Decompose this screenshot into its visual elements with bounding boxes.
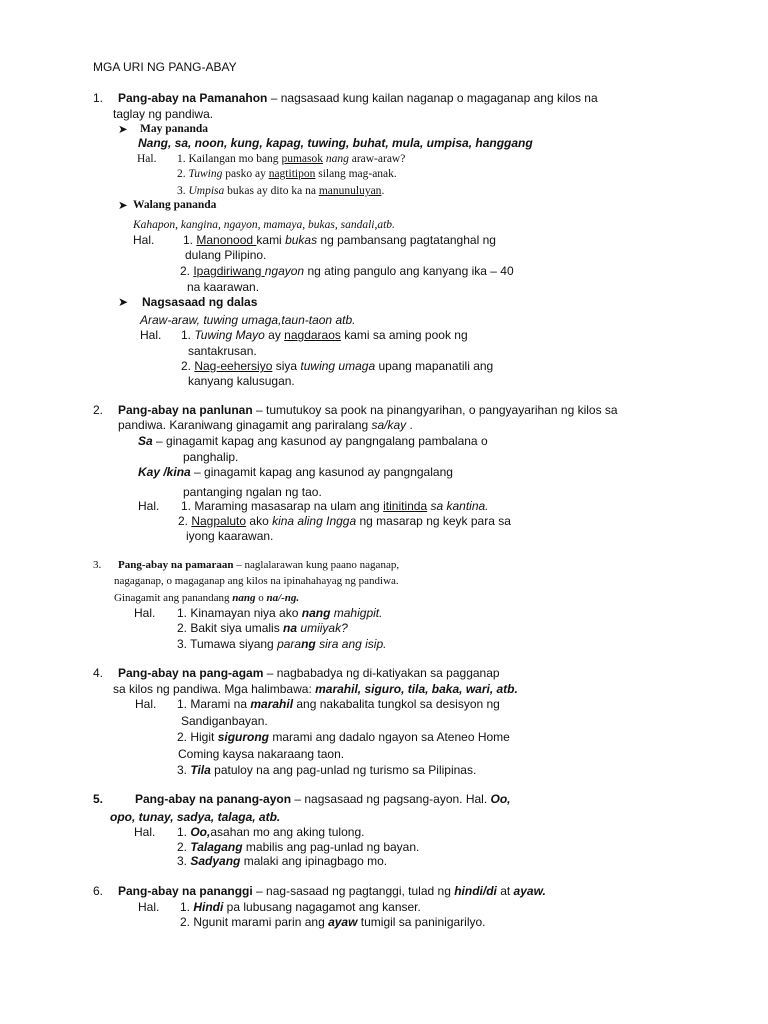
example-5-1: 1. Oo,asahan mo ang aking tulong. [177,825,365,839]
example-1-7: 2. Nag-eehersiyo siya tuwing umaga upang mapanatili ang [181,359,494,373]
example-4-3: 3. Tila patuloy na ang pag-unlad ng turismo sa Pilipinas. [177,763,477,777]
hal-label: Hal. [133,233,155,247]
example-4-1: 1. Marami na marahil ang nakabalita tungkol sa desisyon ng [177,697,500,711]
may-pananda-words: Nang, sa, noon, kung, kapag, tuwing, buhat, mula, umpisa, hanggang [138,136,533,150]
section-4-heading: Pang-abay na pang-agam [118,666,264,680]
nagsasaad-dalas-label: Nagsasaad ng dalas [142,295,258,309]
section-1-number: 1. [93,91,104,105]
example-6-1: 1. Hindi pa lubusang nagagamot ang kanser. [180,900,421,914]
example-5-3: 3. Sadyang malaki ang ipinagbago mo. [177,854,388,868]
example-4-2: 2. Higit sigurong marami ang dadalo ngayon sa Ateneo Home [177,730,510,744]
section-1-heading: Pang-abay na Pamanahon [118,91,268,105]
section-5-heading-line: Pang-abay na panang-ayon – nagsasaad ng pagsang-ayon. Hal. Oo, [135,792,511,806]
section-1-desc: – nagsasaad kung kailan naganap o magaganap ang kilos na [267,91,598,105]
hal-label: Hal. [137,153,157,165]
example-1-5-cont: na kaarawan. [187,280,260,294]
section-1-heading-line [118,91,598,105]
section-2-heading-line: Pang-abay na panlunan – tumutukoy sa pook na pinangyarihan, o pangyayarihan ng kilos sa [118,403,618,417]
sa-rule: Sa – ginagamit kapag ang kasunod ay pangngalang pambalana o [138,434,488,448]
section-5-number: 5. [93,792,104,806]
may-pananda-label: May pananda [140,123,209,135]
walang-pananda-label: Walang pananda [133,199,217,211]
section-6-heading: Pang-abay na pananggi [118,884,253,898]
section-5-heading: Pang-abay na panang-ayon [135,792,292,806]
bullet-arrow-icon: ➤ [118,295,129,309]
section-6-heading-line: Pang-abay na pananggi – nag-sasaad ng pagtanggi, tulad ng hindi/di at ayaw. [118,884,546,898]
example-3-1: 1. Kinamayan niya ako nang mahigpit. [177,606,383,620]
example-6-2: 2. Ngunit marami parin ang ayaw tumigil sa paninigarilyo. [180,915,486,929]
example-1-4: 1. Manonood kami bukas ng pambansang pagtatanghal ng [183,233,496,247]
section-2-number: 2. [93,403,104,417]
hal-label: Hal. [135,697,157,711]
section-3-number: 3. [93,559,102,571]
walang-pananda-words: Kahapon, kangina, ngayon, mamaya, bukas, sandali,atb. [133,219,395,231]
hal-label: Hal. [134,825,156,839]
example-3-2: 2. Bakit siya umalis na umiiyak? [177,621,348,635]
section-5-desc-cont: opo, tunay, sadya, talaga, atb. [110,810,281,824]
section-3-heading: Pang-abay na pamaraan [118,559,234,571]
section-4-number: 4. [93,666,104,680]
example-1-7-cont: kanyang kalusugan. [188,374,295,388]
section-4-desc-cont: sa kilos ng pandiwa. Mga halimbawa: marahil, siguro, tila, baka, wari, atb. [113,682,518,696]
example-2-2-cont: iyong kaarawan. [186,529,274,543]
example-1-5: 2. Ipagdiriwang ngayon ng ating pangulo ang kanyang ika – 40 [180,264,514,278]
hal-label: Hal. [134,606,156,620]
example-1-6: 1. Tuwing Mayo ay nagdaraos kami sa aming pook ng [181,328,468,342]
section-2-desc-cont: pandiwa. Karaniwang ginagamit ang pariralang sa/kay . [118,418,413,432]
example-5-2: 2. Talagang mabilis ang pag-unlad ng bayan. [177,840,420,854]
section-6-number: 6. [93,884,104,898]
sa-rule-cont: panghalip. [183,450,239,464]
section-3-usage: Ginagamit ang panandang nang o na/-ng. [114,592,300,604]
example-1-2: 2. Tuwing pasko ay nagtitipon silang mag-anak. [177,168,397,180]
section-2-heading: Pang-abay na panlunan [118,403,253,417]
kay-rule: Kay /kina – ginagamit kapag ang kasunod ay pangngalang [138,465,453,479]
example-1-3: 3. Umpisa bukas ay dito ka na manunuluyan. [177,185,385,197]
example-4-2-cont: Coming kaysa nakaraang taon. [178,747,345,761]
example-1-6-cont: santakrusan. [188,344,257,358]
example-2-2: 2. Nagpaluto ako kina aling Ingga ng masarap ng keyk para sa [178,514,511,528]
example-1-4-cont: dulang Pilipino. [185,248,267,262]
bullet-arrow-icon: ➤ [118,200,128,212]
section-3-desc-cont: nagaganap, o magaganap ang kilos na ipinahahayag ng pandiwa. [114,575,399,587]
section-1-desc-cont: taglay ng pandiwa. [113,107,214,121]
bullet-arrow-icon: ➤ [118,124,128,136]
dalas-words: Araw-araw, tuwing umaga,taun-taon atb. [140,313,356,327]
hal-label: Hal. [140,328,162,342]
kay-rule-cont: pantanging ngalan ng tao. [183,485,322,499]
section-3-heading-line: Pang-abay na pamaraan – naglalarawan kung paano naganap, [118,559,400,571]
example-3-3: 3. Tumawa siyang parang sira ang isip. [177,637,387,651]
example-2-1: 1. Maraming masasarap na ulam ang itinitinda sa kantina. [181,499,489,513]
page-title: MGA URI NG PANG-ABAY [93,60,237,74]
section-4-heading-line: Pang-abay na pang-agam – nagbabadya ng di-katiyakan sa pagganap [118,666,500,680]
hal-label: Hal. [138,499,160,513]
hal-label: Hal. [138,900,160,914]
example-1-1: 1. Kailangan mo bang pumasok nang araw-araw? [177,153,406,165]
example-4-1-cont: Sandiganbayan. [181,714,268,728]
